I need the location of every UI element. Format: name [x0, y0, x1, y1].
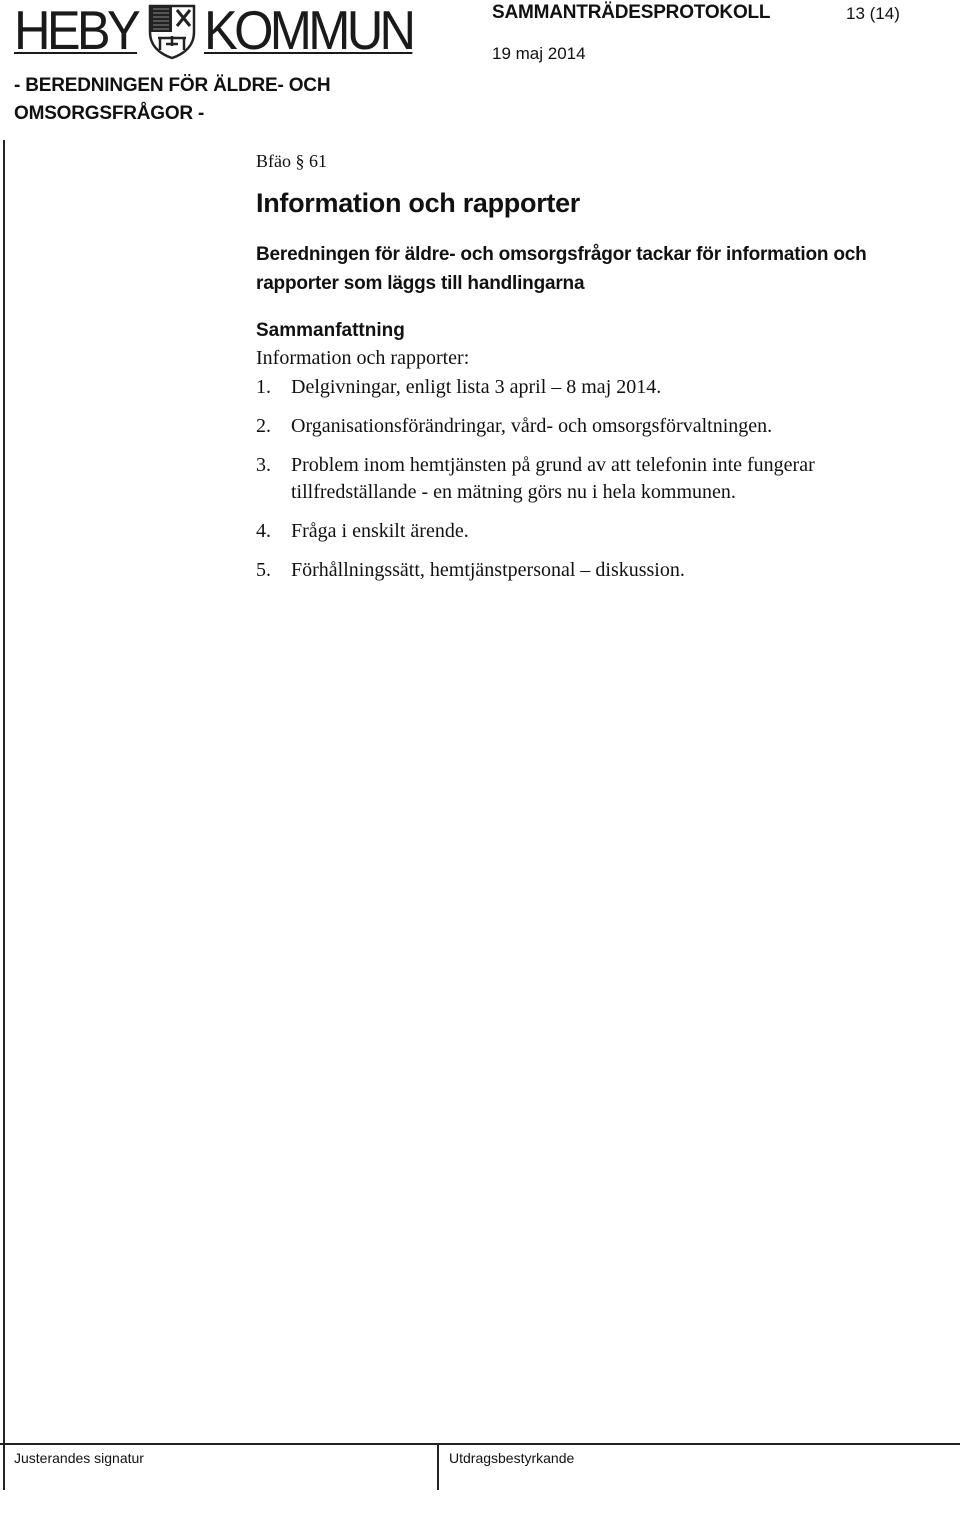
protocol-section: [256, 148, 936, 596]
footer-divider: [437, 1444, 439, 1490]
logo-text-kommun: KOMMUN: [204, 0, 413, 61]
logo-text-heby: HEBY: [14, 0, 138, 61]
list-item: [256, 557, 936, 584]
list-item-text: Fråga i enskilt ärende.: [291, 520, 469, 542]
heby-crest-icon: [144, 2, 200, 60]
certification-label: Utdragsbestyrkande: [449, 1450, 575, 1466]
signature-label: Justerandes signatur: [14, 1450, 144, 1466]
list-item: [256, 413, 936, 440]
document-type-title: SAMMANTRÄDESPROTOKOLL: [492, 2, 771, 23]
list-item-number: 3.: [256, 454, 271, 476]
heby-kommun-logo: [14, 2, 419, 64]
meeting-date: 19 maj 2014: [492, 44, 586, 63]
list-item-number: 1.: [256, 376, 271, 398]
footer-rule: [0, 1443, 960, 1445]
report-list: [256, 374, 936, 584]
summary-heading: Sammanfattning: [256, 320, 405, 341]
section-title: Information och rapporter: [256, 188, 581, 218]
list-item-number: 2.: [256, 415, 271, 437]
committee-name: - BEREDNINGEN FÖR ÄLDRE- OCH OMSORGSFRÅGOR -: [14, 75, 331, 124]
list-item: [256, 518, 936, 545]
list-item-text: Organisationsförändringar, vård- och omsorgsförvaltningen.: [291, 415, 773, 437]
list-item: [256, 452, 936, 506]
list-item-text: Förhållningssätt, hemtjänstpersonal – diskussion.: [291, 559, 685, 581]
page-number: 13 (14): [846, 4, 900, 23]
summary-intro: Information och rapporter:: [256, 347, 470, 369]
list-item: [256, 374, 936, 401]
list-item-text: Problem inom hemtjänsten på grund av att telefonin inte fungerar tillfredställande - en mätning görs nu i hela kommunen.: [291, 454, 815, 503]
list-item-number: 5.: [256, 559, 271, 581]
list-item-number: 4.: [256, 520, 271, 542]
list-item-text: Delgivningar, enligt lista 3 april – 8 maj 2014.: [291, 376, 662, 398]
left-margin-rule: [3, 140, 5, 1490]
paragraph-id: Bfäo § 61: [256, 151, 327, 171]
decision-text: Beredningen för äldre- och omsorgsfrågor tackar för information och rapporter som läggs till handlingarna: [256, 244, 867, 294]
